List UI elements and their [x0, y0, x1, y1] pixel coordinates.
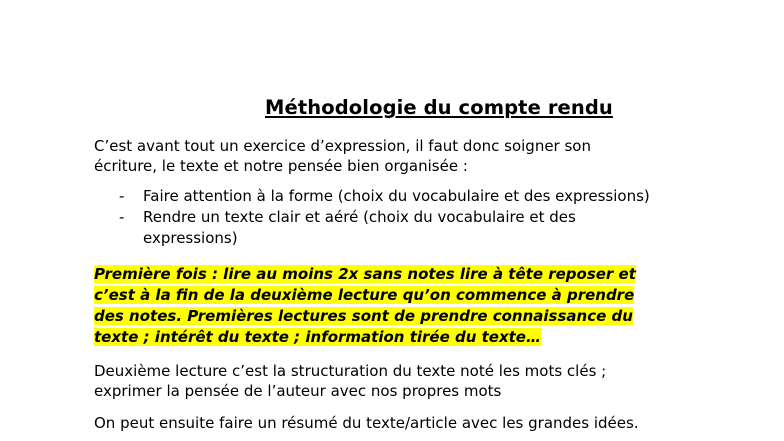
highlighted-line: c’est à la fin de la deuxième lecture qu’on commence à prendre: [94, 286, 635, 304]
highlighted-paragraph: [94, 264, 636, 348]
bullet-dash: -: [119, 187, 125, 205]
highlighted-line: texte ; intérêt du texte ; information tirée du texte…: [94, 328, 541, 346]
bullet-text: Rendre un texte clair et aéré (choix du vocabulaire et des: [143, 208, 576, 226]
document-title: Méthodologie du compte rendu: [265, 96, 613, 119]
paragraph-line: Deuxième lecture c’est la structuration du texte noté les mots clés ;: [94, 362, 607, 380]
bullet-dash: -: [119, 208, 125, 226]
list-item: [94, 207, 650, 249]
bullet-list: [94, 186, 650, 249]
intro-line: C’est avant tout un exercice d’expression, il faut donc soigner son: [94, 137, 591, 155]
intro-paragraph: [94, 136, 591, 176]
intro-line: écriture, le texte et notre pensée bien organisée :: [94, 157, 468, 175]
highlighted-line: des notes. Premières lectures sont de prendre connaissance du: [94, 307, 633, 325]
paragraph-line: On peut ensuite faire un résumé du texte/article avec les grandes idées.: [94, 414, 639, 432]
bullet-text: expressions): [143, 229, 238, 247]
paragraph-line: exprimer la pensée de l’auteur avec nos propres mots: [94, 382, 502, 400]
highlighted-line: Première fois : lire au moins 2x sans notes lire à tête reposer et: [94, 265, 636, 283]
bullet-text: Faire attention à la forme (choix du vocabulaire et des expressions): [143, 187, 650, 205]
summary-paragraph: [94, 413, 639, 433]
second-reading-paragraph: [94, 361, 606, 401]
list-item: [94, 186, 650, 207]
